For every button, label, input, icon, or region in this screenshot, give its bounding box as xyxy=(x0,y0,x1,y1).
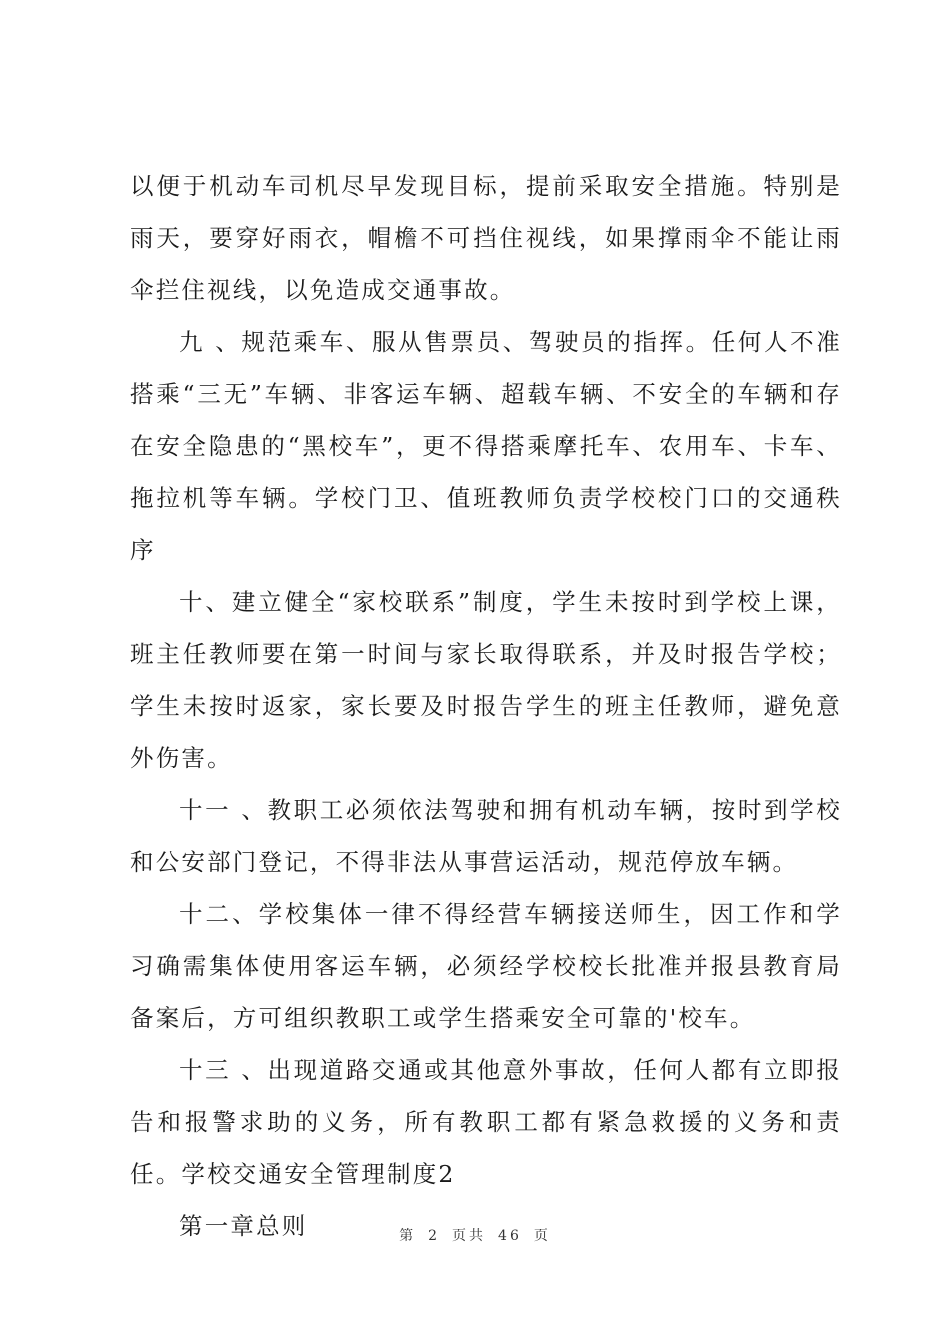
document-body xyxy=(130,160,842,1252)
page-footer xyxy=(0,1225,950,1245)
paragraph-5: 十二、学校集体一律不得经营车辆接送师生，因工作和学习确需集体使用客运车辆，必须经学校校长批准并报县教育局备案后，方可组织教职工或学生搭乘安全可靠的'校车。 xyxy=(130,900,842,1032)
paragraph-2: 九 、规范乘车、服从售票员、驾驶员的指挥。任何人不准搭乘“三无”车辆、非客运车辆、超载车辆、不安全的车辆和存在安全隐患的“黑校车”，更不得搭乘摩托车、农用车、卡车、拖拉机等车辆。学校门卫、值班教师负责学校校门口的交通秩序 xyxy=(130,328,842,564)
footer-prefix: 第 xyxy=(399,1228,417,1244)
footer-middle: 页共 xyxy=(452,1228,487,1244)
paragraph-1: 以便于机动车司机尽早发现目标，提前采取安全措施。特别是雨天，要穿好雨衣，帽檐不可挡住视线，如果撑雨伞不能让雨伞拦住视线，以免造成交通事故。 xyxy=(130,172,842,304)
paragraph-3: 十、建立健全“家校联系”制度，学生未按时到学校上课，班主任教师要在第一时间与家长取得联系，并及时报告学校；学生未按时返家，家长要及时报告学生的班主任教师，避免意外伤害。 xyxy=(130,588,842,772)
paragraph-7: 第一章总则 xyxy=(179,1212,308,1240)
footer-page-number: 2 xyxy=(428,1228,441,1244)
paragraph-4: 十一 、教职工必须依法驾驶和拥有机动车辆，按时到学校和公安部门登记，不得非法从事营运活动，规范停放车辆。 xyxy=(130,796,842,876)
paragraph-6: 十三 、出现道路交通或其他意外事故，任何人都有立即报告和报警求助的义务，所有教职工都有紧急救援的义务和责任。学校交通安全管理制度2 xyxy=(130,1056,842,1188)
footer-total-pages: 46 xyxy=(498,1228,522,1244)
footer-suffix: 页 xyxy=(533,1228,551,1244)
